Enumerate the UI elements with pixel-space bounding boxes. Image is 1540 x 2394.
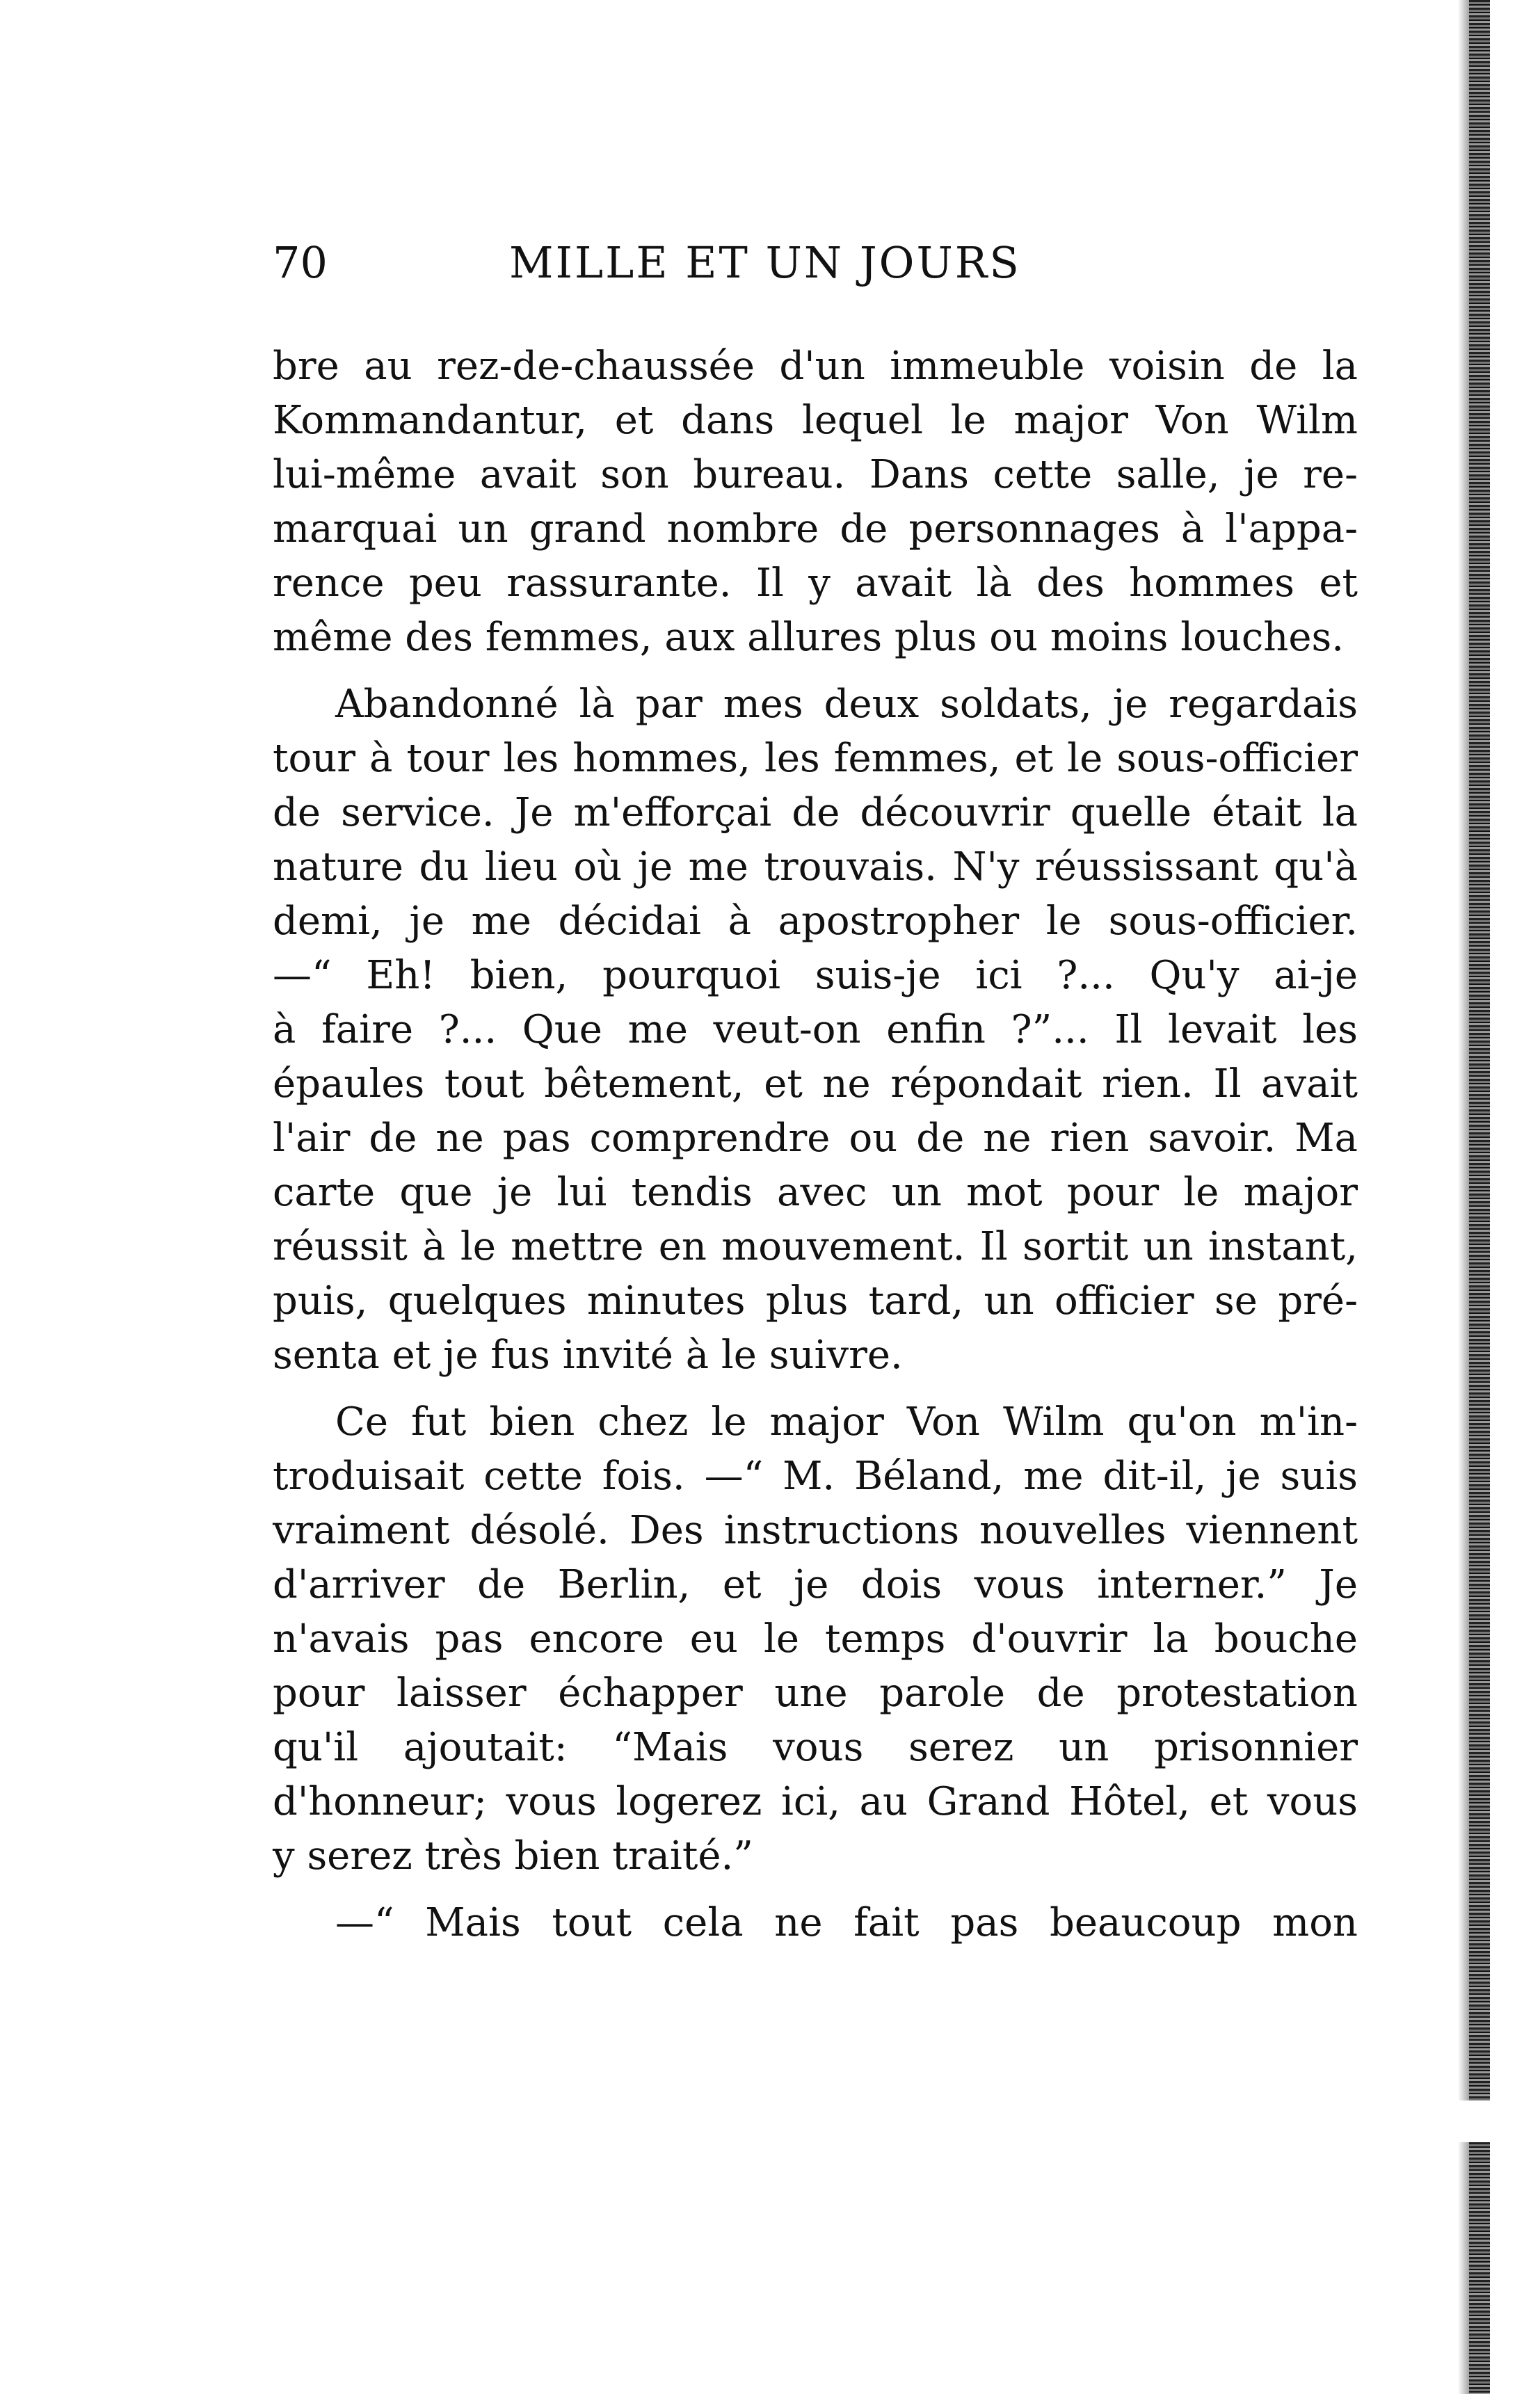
- text-line: tour à tour les hommes, les femmes, et le sous-officier: [273, 736, 1358, 781]
- body-text: [273, 339, 1358, 1963]
- text-line: nature du lieu où je me trouvais. N'y réussissant qu'à: [273, 844, 1358, 890]
- paragraph: [273, 1395, 1358, 1883]
- text-line: demi, je me décidai à apostropher le sous-officier.: [273, 899, 1358, 944]
- text-line: —“ Mais tout cela ne fait pas beaucoup mon: [335, 1900, 1358, 1945]
- text-line: bre au rez-de-chaussée d'un immeuble voisin de la: [273, 344, 1358, 389]
- paragraph: [273, 339, 1358, 665]
- text-line: réussit à le mettre en mouvement. Il sortit un instant,: [273, 1224, 1358, 1269]
- text-line: d'arriver de Berlin, et je dois vous interner.” Je: [273, 1562, 1358, 1607]
- text-line: carte que je lui tendis avec un mot pour le major: [273, 1170, 1358, 1215]
- text-line: puis, quelques minutes plus tard, un officier se pré-: [273, 1278, 1358, 1324]
- binding-edge: [1469, 0, 1490, 2394]
- text-line: à faire ?... Que me veut-on enfin ?”... Il levait les: [273, 1007, 1358, 1052]
- text-line: pour laisser échapper une parole de protestation: [273, 1671, 1358, 1716]
- text-line: qu'il ajoutait: “Mais vous serez un prisonnier: [273, 1725, 1358, 1770]
- page-number: 70: [273, 237, 328, 288]
- binding-shadow: [1458, 0, 1469, 2394]
- paragraph: [273, 677, 1358, 1383]
- running-title: MILLE ET UN JOURS: [509, 237, 1021, 288]
- text-line: n'avais pas encore eu le temps d'ouvrir la bouche: [273, 1616, 1358, 1662]
- text-line: Kommandantur, et dans lequel le major Von Wilm: [273, 398, 1358, 443]
- text-line: rence peu rassurante. Il y avait là des hommes et: [273, 561, 1358, 606]
- running-head: [273, 235, 1358, 291]
- text-line: troduisait cette fois. —“ M. Béland, me dit-il, je suis: [273, 1454, 1358, 1499]
- text-line: même des femmes, aux allures plus ou moins louches.: [273, 615, 1344, 660]
- text-line: y serez très bien traité.”: [273, 1833, 753, 1879]
- text-line: de service. Je m'efforçai de découvrir quelle était la: [273, 790, 1358, 835]
- text-line: Ce fut bien chez le major Von Wilm qu'on m'in-: [335, 1399, 1358, 1445]
- text-line: senta et je fus invité à le suivre.: [273, 1333, 903, 1378]
- text-line: d'honneur; vous logerez ici, au Grand Hôtel, et vous: [273, 1779, 1358, 1824]
- text-line: vraiment désolé. Des instructions nouvelles viennent: [273, 1508, 1358, 1553]
- binding-gap: [1458, 2100, 1493, 2142]
- text-line: l'air de ne pas comprendre ou de ne rien savoir. Ma: [273, 1116, 1358, 1161]
- text-line: Abandonné là par mes deux soldats, je regardais: [335, 682, 1358, 727]
- text-line: marquai un grand nombre de personnages à l'appa-: [273, 506, 1358, 552]
- paragraph: [273, 1896, 1358, 1950]
- text-line: épaules tout bêtement, et ne répondait rien. Il avait: [273, 1061, 1358, 1107]
- text-line: —“ Eh! bien, pourquoi suis-je ici ?... Qu'y ai-je: [273, 953, 1358, 998]
- text-line: lui-même avait son bureau. Dans cette salle, je re-: [273, 452, 1358, 497]
